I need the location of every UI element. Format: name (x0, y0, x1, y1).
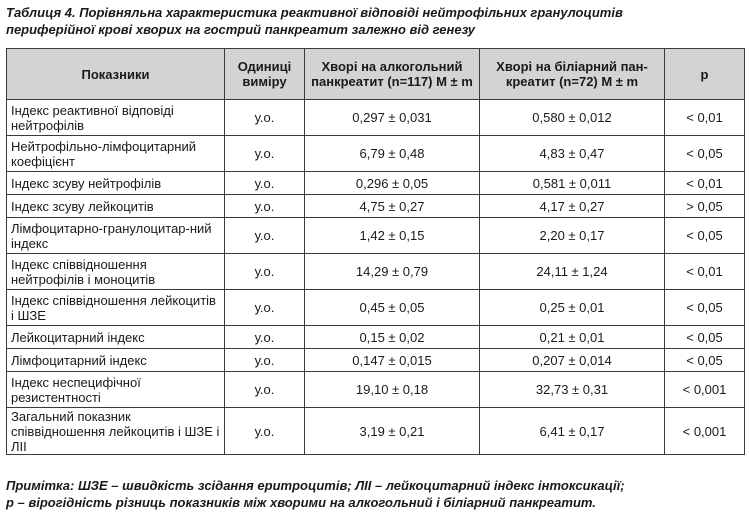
table-row (7, 172, 745, 195)
cell-p: < 0,05 (665, 290, 745, 326)
cell-alcoholic: 0,15 ± 0,02 (305, 326, 480, 349)
table-row (7, 218, 745, 254)
cell-biliary: 4,83 ± 0,47 (480, 136, 665, 172)
table-row (7, 254, 745, 290)
cell-indicator: Індекс співвідношення лейкоцитів і ШЗЕ (7, 290, 225, 326)
cell-alcoholic: 1,42 ± 0,15 (305, 218, 480, 254)
cell-units: у.о. (225, 100, 305, 136)
header-units: Одиниці виміру (225, 49, 305, 100)
header-indicator: Показники (7, 49, 225, 100)
cell-biliary: 0,580 ± 0,012 (480, 100, 665, 136)
cell-indicator: Індекс неспецифічної резистентності (7, 372, 225, 408)
cell-alcoholic: 0,147 ± 0,015 (305, 349, 480, 372)
table-body (7, 100, 745, 455)
cell-p: < 0,01 (665, 172, 745, 195)
cell-indicator: Загальний показник співвідношення лейкоцитів і ШЗЕ і ЛІІ (7, 408, 225, 455)
table-header (7, 49, 745, 100)
cell-alcoholic: 14,29 ± 0,79 (305, 254, 480, 290)
note-line-1: Примітка: ШЗЕ – швидкість зсідання еритроцитів; ЛІІ – лейкоцитарний індекс інтоксикації; (6, 478, 625, 493)
cell-p: < 0,05 (665, 218, 745, 254)
cell-units: у.о. (225, 290, 305, 326)
cell-units: у.о. (225, 218, 305, 254)
table-row (7, 136, 745, 172)
table-row (7, 290, 745, 326)
cell-indicator: Нейтрофільно-лімфоцитарний коефіцієнт (7, 136, 225, 172)
cell-biliary: 24,11 ± 1,24 (480, 254, 665, 290)
cell-p: < 0,01 (665, 100, 745, 136)
table-caption (6, 4, 746, 38)
cell-alcoholic: 0,45 ± 0,05 (305, 290, 480, 326)
table-row (7, 100, 745, 136)
cell-p: < 0,01 (665, 254, 745, 290)
cell-alcoholic: 0,297 ± 0,031 (305, 100, 480, 136)
cell-units: у.о. (225, 195, 305, 218)
cell-units: у.о. (225, 349, 305, 372)
cell-alcoholic: 3,19 ± 0,21 (305, 408, 480, 455)
cell-biliary: 0,21 ± 0,01 (480, 326, 665, 349)
cell-p: < 0,05 (665, 136, 745, 172)
cell-p: < 0,001 (665, 372, 745, 408)
header-row (7, 49, 745, 100)
cell-indicator: Індекс зсуву нейтрофілів (7, 172, 225, 195)
cell-units: у.о. (225, 372, 305, 408)
cell-indicator: Індекс зсуву лейкоцитів (7, 195, 225, 218)
cell-p: < 0,05 (665, 326, 745, 349)
table-row (7, 195, 745, 218)
cell-biliary: 4,17 ± 0,27 (480, 195, 665, 218)
header-p: p (665, 49, 745, 100)
cell-indicator: Індекс реактивної відповіді нейтрофілів (7, 100, 225, 136)
note-line-2: р – вірогідність різниць показників між хворими на алкогольний і біліарний панкреатит. (6, 495, 596, 510)
cell-units: у.о. (225, 326, 305, 349)
cell-biliary: 0,581 ± 0,011 (480, 172, 665, 195)
cell-indicator: Лейкоцитарний індекс (7, 326, 225, 349)
cell-p: < 0,05 (665, 349, 745, 372)
cell-indicator: Індекс співвідношення нейтрофілів і моноцитів (7, 254, 225, 290)
cell-units: у.о. (225, 136, 305, 172)
caption-line-2: периферійної крові хворих на гострий панкреатит залежно від генезу (6, 22, 475, 37)
table-row (7, 372, 745, 408)
cell-alcoholic: 6,79 ± 0,48 (305, 136, 480, 172)
table-row (7, 326, 745, 349)
cell-p: < 0,001 (665, 408, 745, 455)
cell-alcoholic: 0,296 ± 0,05 (305, 172, 480, 195)
header-biliary: Хворі на біліарний пан-креатит (n=72) M ± m (480, 49, 665, 100)
caption-line-1: Таблиця 4. Порівняльна характеристика реактивної відповіді нейтрофільних гранулоцитів (6, 5, 623, 20)
cell-indicator: Лімфоцитарний індекс (7, 349, 225, 372)
cell-p: > 0,05 (665, 195, 745, 218)
cell-biliary: 32,73 ± 0,31 (480, 372, 665, 408)
data-table (6, 48, 745, 455)
table-note (6, 477, 746, 511)
cell-biliary: 6,41 ± 0,17 (480, 408, 665, 455)
cell-units: у.о. (225, 172, 305, 195)
header-alcoholic: Хворі на алкогольний панкреатит (n=117) M ± m (305, 49, 480, 100)
cell-biliary: 2,20 ± 0,17 (480, 218, 665, 254)
cell-alcoholic: 19,10 ± 0,18 (305, 372, 480, 408)
table-row (7, 349, 745, 372)
table-row (7, 408, 745, 455)
cell-units: у.о. (225, 254, 305, 290)
cell-biliary: 0,25 ± 0,01 (480, 290, 665, 326)
cell-alcoholic: 4,75 ± 0,27 (305, 195, 480, 218)
cell-biliary: 0,207 ± 0,014 (480, 349, 665, 372)
cell-indicator: Лімфоцитарно-гранулоцитар-ний індекс (7, 218, 225, 254)
cell-units: у.о. (225, 408, 305, 455)
